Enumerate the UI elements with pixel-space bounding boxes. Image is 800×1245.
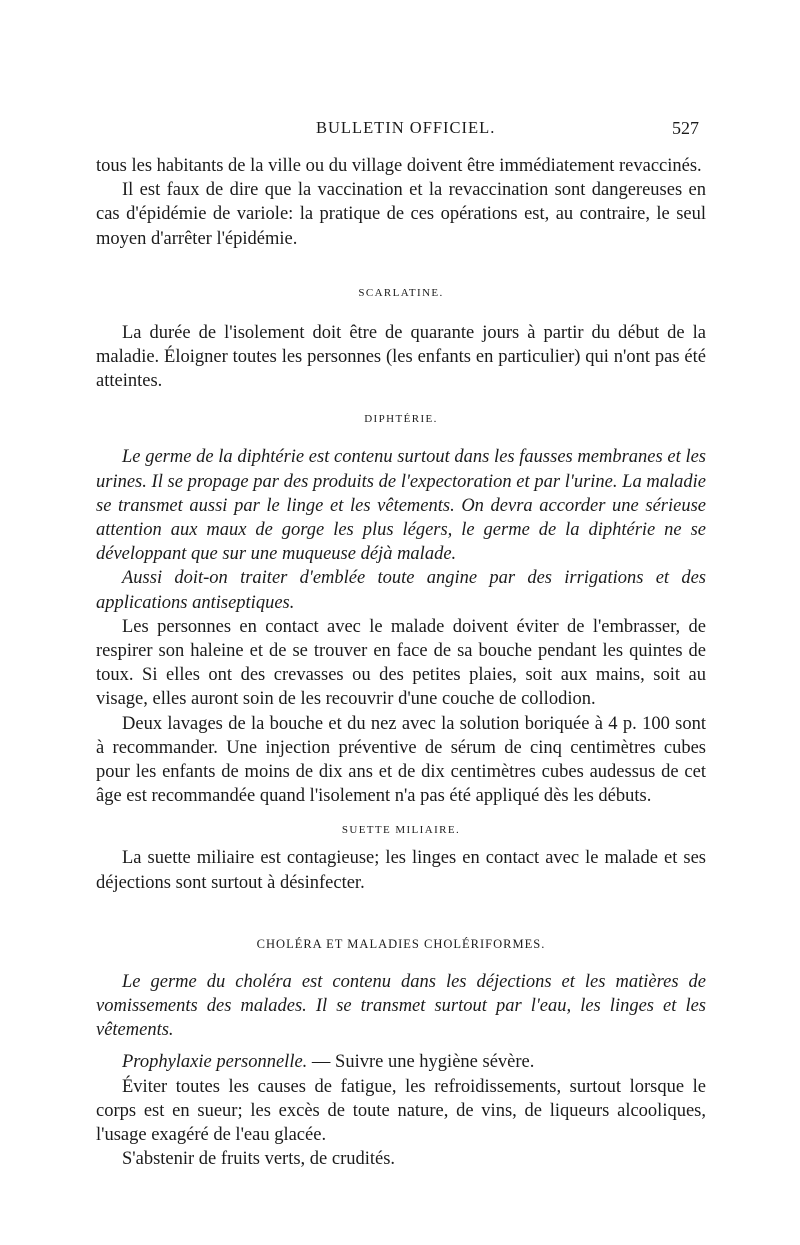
paragraph: Les personnes en contact avec le malade doivent éviter de l'embrasser, de respirer son haleine et de se trouver en face de sa bouche pendant les quintes de toux. Si elles ont des crevasses ou des petites plaies, soit aux mains, soit au visage, elles auront soin de les recouvrir d'une couche de collodion. xyxy=(96,616,706,710)
section-heading: DIPHTÉRIE. xyxy=(364,413,438,426)
subheading-label: Prophylaxie personnelle. xyxy=(122,1052,308,1073)
page-number: 527 xyxy=(672,118,699,138)
subheading-text: — Suivre une hygiène sévère. xyxy=(307,1052,535,1073)
paragraph: tous les habitants de la ville ou du village doivent être immédiatement revaccinés. xyxy=(96,156,702,176)
paragraph: Deux lavages de la bouche et du nez avec la solution boriquée à 4 p. 100 sont à recommander. Une injection préventive de sérum de cinq centimètres cubes pour les enfants de moins de dix ans et de dix centimètres cubes audessus de cet âge est recommandée quand l'isolement n'a pas été appliqué dès les débuts. xyxy=(96,713,706,807)
paragraph: Éviter toutes les causes de fatigue, les refroidissements, surtout lorsque le corps est en sueur; les excès de toute nature, de vins, de liqueurs alcooliques, l'usage exagéré de l'eau glacée. xyxy=(96,1076,706,1146)
section-heading: SUETTE MILIAIRE. xyxy=(341,824,461,837)
page-header xyxy=(0,118,800,146)
paragraph: Aussi doit-on traiter d'emblée toute angine par des irrigations et des applications antiseptiques. xyxy=(96,568,706,613)
page-body xyxy=(96,144,706,1172)
paragraph: Il est faux de dire que la vaccination et la revaccination sont dangereuses en cas d'épidémie de variole: la pratique de ces opérations est, au contraire, le seul moyen d'arrêter l'épidémie. xyxy=(96,180,706,249)
paragraph: S'abstenir de fruits verts, de crudités. xyxy=(122,1149,396,1170)
section-heading: SCARLATINE. xyxy=(358,286,444,299)
paragraph xyxy=(96,1050,706,1074)
paragraph: La suette miliaire est contagieuse; les linges en contact avec le malade et ses déjections sont surtout à désinfecter. xyxy=(96,848,706,893)
running-head: BULLETIN OFFICIEL. xyxy=(316,118,496,137)
paragraph: La durée de l'isolement doit être de quarante jours à partir du début de la maladie. Éloigner toutes les personnes (les enfants en particulier) qui n'ont pas été atteintes. xyxy=(96,322,706,392)
section-heading: CHOLÉRA ET MALADIES CHOLÉRIFORMES. xyxy=(256,936,546,951)
paragraph: Le germe du choléra est contenu dans les déjections et les matières de vomissements des malades. Il se transmet surtout par l'eau, les linges et les vêtements. xyxy=(96,971,706,1041)
paragraph: Le germe de la diphtérie est contenu surtout dans les fausses membranes et les urines. Il se propage par des produits de l'expectoration et par l'urine. La maladie se transmet aussi par le linge et les vêtements. On devra accorder une sérieuse attention aux maux de gorge les plus légers, le germe de la diphtérie ne se développant que sur une muqueuse déjà malade. xyxy=(96,447,706,565)
